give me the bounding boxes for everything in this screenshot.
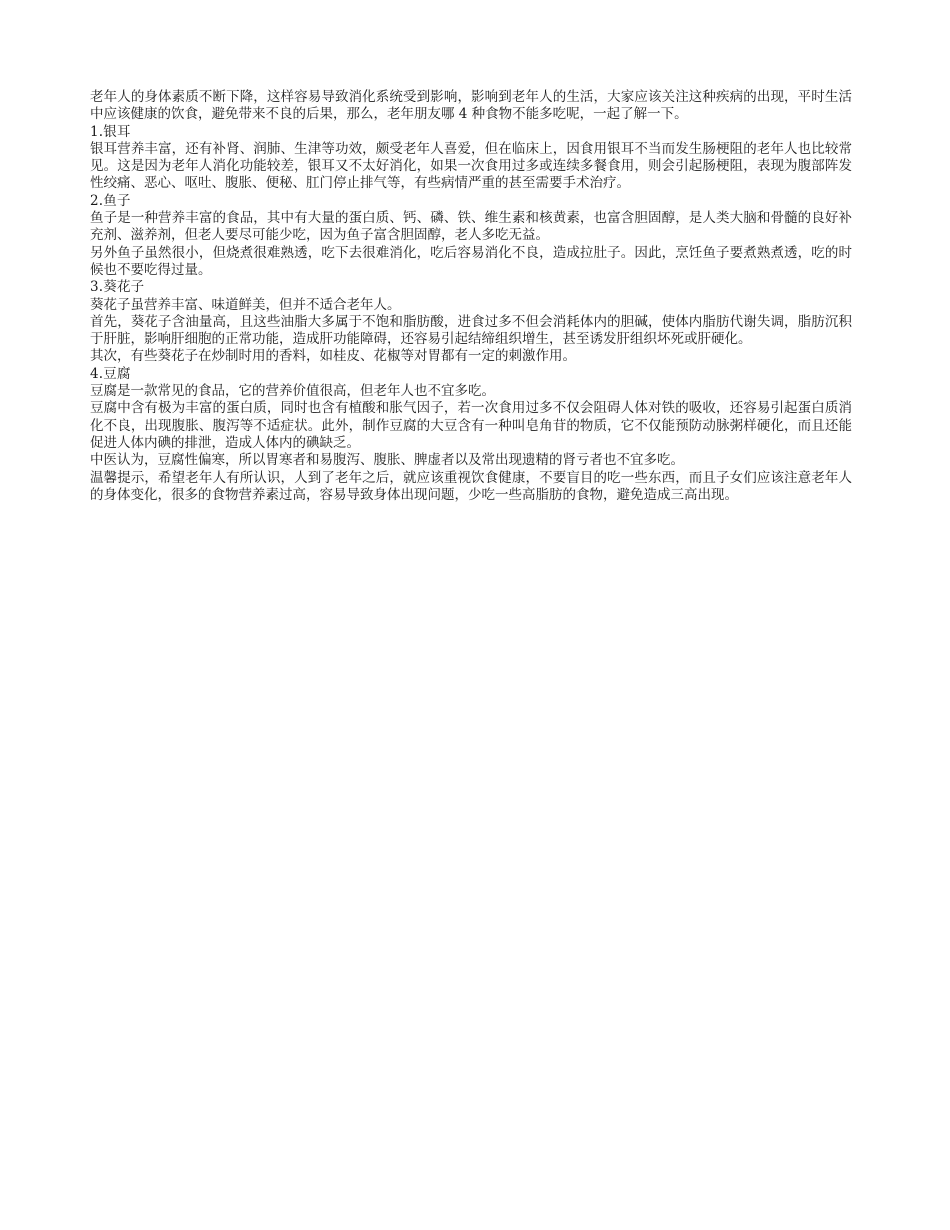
section-heading-sunflower-seeds: 3.葵花子 bbox=[90, 279, 145, 296]
closing-paragraph: 温馨提示，希望老年人有所认识，人到了老年之后，就应该重视饮食健康，不要盲目的吃一些东西，而且子女们应该注意老年人的身体变化，很多的食物营养素过高，容易导致身体出现问题，少吃一些高脂肪的食物，避免造成三高出现。 bbox=[90, 469, 852, 503]
section-paragraph: 中医认为，豆腐性偏寒，所以胃寒者和易腹泻、腹胀、脾虚者以及常出现遗精的肾亏者也不宜多吃。 bbox=[90, 452, 684, 469]
section-paragraph: 葵花子虽营养丰富、味道鲜美，但并不适合老年人。 bbox=[90, 296, 401, 313]
section-heading-fish-roe: 2.鱼子 bbox=[90, 192, 131, 209]
section-paragraph: 其次，有些葵花子在炒制时用的香料，如桂皮、花椒等对胃都有一定的刺激作用。 bbox=[90, 348, 576, 365]
intro-paragraph: 老年人的身体素质不断下降，这样容易导致消化系统受到影响，影响到老年人的生活，大家应该关注这种疾病的出现，平时生活中应该健康的饮食，避免带来不良的后果，那么，老年朋友哪 4 种食物不能多吃呢，一起了解一下。 bbox=[90, 89, 852, 123]
section-paragraph: 另外鱼子虽然很小，但烧煮很难熟透，吃下去很难消化，吃后容易消化不良，造成拉肚子。因此，烹饪鱼子要煮熟煮透，吃的时候也不要吃得过量。 bbox=[90, 244, 852, 278]
section-paragraph: 鱼子是一种营养丰富的食品，其中有大量的蛋白质、钙、磷、铁、维生素和核黄素，也富含胆固醇，是人类大脑和骨髓的良好补充剂、滋养剂，但老人要尽可能少吃，因为鱼子富含胆固醇，老人多吃无益。 bbox=[90, 210, 852, 244]
article-body bbox=[90, 89, 852, 504]
section-paragraph: 豆腐是一款常见的食品，它的营养价值很高，但老年人也不宜多吃。 bbox=[90, 383, 495, 400]
section-paragraph: 首先，葵花子含油量高，且这些油脂大多属于不饱和脂肪酸，进食过多不但会消耗体内的胆碱，使体内脂肪代谢失调，脂肪沉积于肝脏，影响肝细胞的正常功能，造成肝功能障碍，还容易引起结缔组织增生，甚至诱发肝组织坏死或肝硬化。 bbox=[90, 313, 852, 348]
section-heading-tremella: 1.银耳 bbox=[90, 123, 131, 140]
section-paragraph: 豆腐中含有极为丰富的蛋白质，同时也含有植酸和胀气因子，若一次食用过多不仅会阻碍人体对铁的吸收，还容易引起蛋白质消化不良，出现腹胀、腹泻等不适症状。此外，制作豆腐的大豆含有一种叫皂角苷的物质，它不仅能预防动脉粥样硬化，而且还能促进人体内碘的排泄，造成人体内的碘缺乏。 bbox=[90, 400, 852, 451]
section-paragraph: 银耳营养丰富，还有补肾、润肺、生津等功效，颇受老年人喜爱，但在临床上，因食用银耳不当而发生肠梗阻的老年人也比较常见。这是因为老年人消化功能较差，银耳又不太好消化，如果一次食用过多或连续多餐食用，则会引起肠梗阻，表现为腹部阵发性绞痛、恶心、呕吐、腹胀、便秘、肛门停止排气等，有些病情严重的甚至需要手术治疗。 bbox=[90, 140, 852, 192]
section-heading-tofu: 4.豆腐 bbox=[90, 365, 131, 382]
